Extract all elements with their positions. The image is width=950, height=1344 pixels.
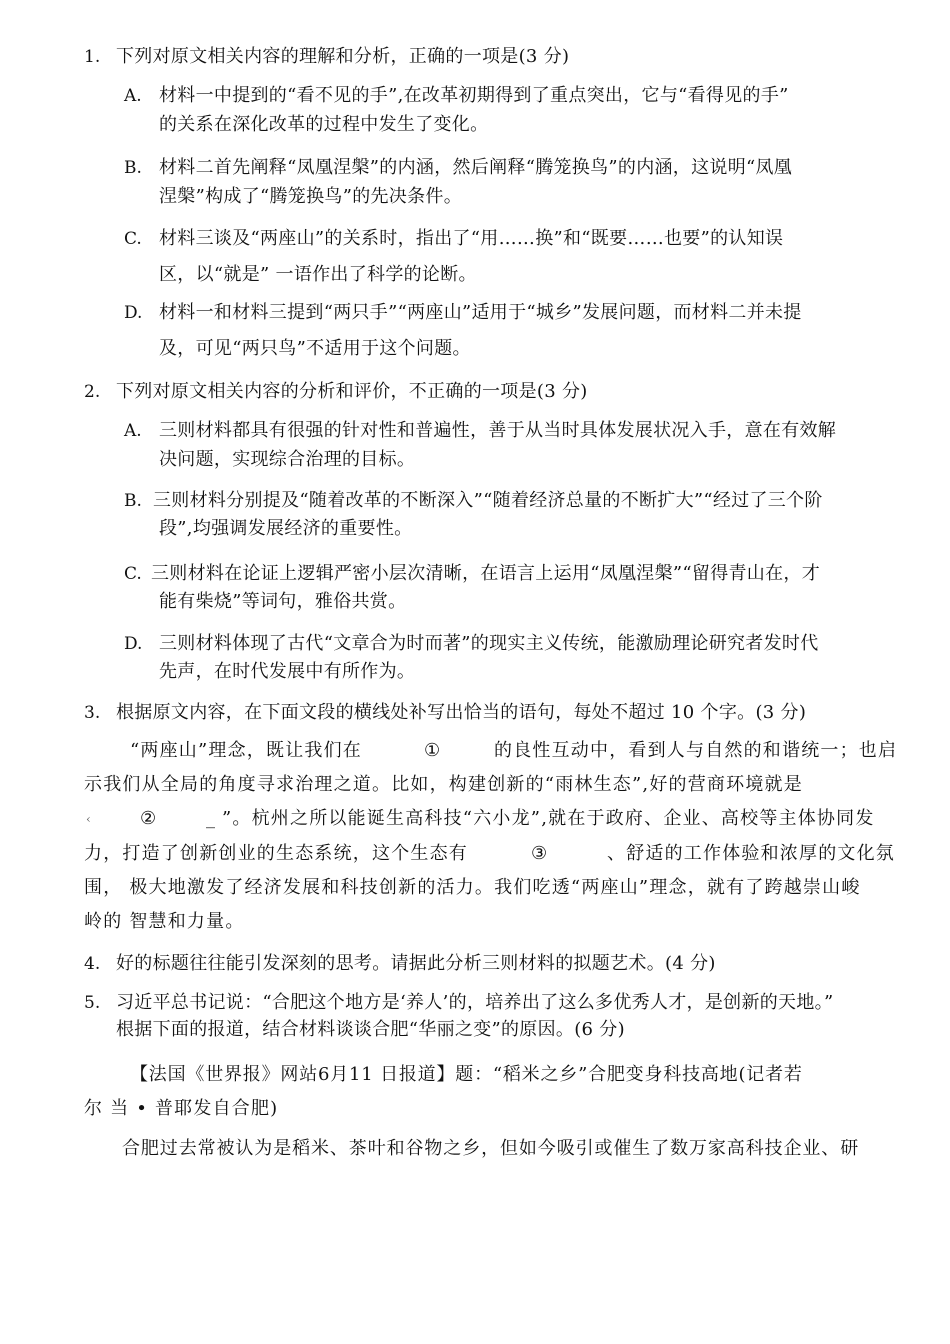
q3-passage-line6: 岭的 智慧和力量。 [84,911,245,932]
q4-number: 4. [84,954,101,974]
q3-passage-line4b: 、舒适的工作体验和浓厚的文化氛 [607,843,895,864]
report-title-line2: 尔 当 • 普耶发自合肥) [84,1098,279,1119]
q2-option-a-line2: 决问题，实现综合治理的目标。 [159,449,416,470]
q3-number: 3. [84,703,101,723]
q2-option-d-label: D. [124,634,143,654]
q2-option-a-line1: 三则材料都具有很强的针对性和普遍性，善于从当时具体发展状况入手，意在有效解 [159,420,837,441]
q1-option-a-line2: 的关系在深化改革的过程中发生了变化。 [159,114,489,135]
q2-option-d-line2: 先声，在时代发展中有所作为。 [159,661,416,682]
q1-option-d-line2: 及，可见“两只鸟”不适用于这个问题。 [159,338,471,359]
q1-option-a-line1: 材料一中提到的“看不见的手”,在改革初期得到了重点突出，它与“看得见的手” [159,85,789,106]
q1-number: 1. [84,47,101,67]
q2-option-a-label: A. [124,421,142,441]
q5-line1: 习近平总书记说：“合肥这个地方是‘养人’的，培养出了这么多优秀人才，是创新的天地。” [116,992,834,1013]
q3-stem: 根据原文内容，在下面文段的横线处补写出恰当的语句，每处不超过 10 个字。(3 分) [116,702,807,723]
q1-option-b-line2: 涅槃”构成了“腾笼换鸟”的先决条件。 [159,186,463,207]
q2-option-c-line1: 三则材料在论证上逻辑严密小层次清晰，在语言上运用“凤凰涅槃”“留得青山在，才 [151,563,821,584]
q3-blank-1: ① [424,740,442,761]
q1-option-a-label: A. [124,86,142,106]
q3-blank-2: ② [140,808,158,829]
q2-option-d-line1: 三则材料体现了古代“文章合为时而著”的现实主义传统，能激励理论研究者发时代 [159,633,819,654]
q2-number: 2. [84,382,101,402]
q3-passage-line1b: 的良性互动中，看到人与自然的和谐统一；也启 [494,740,898,761]
q2-option-b-label: B. [124,491,142,511]
q1-stem: 下列对原文相关内容的理解和分析，正确的一项是(3 分) [116,46,570,67]
q1-option-c-line2: 区，以“就是” 一语作出了科学的论断。 [159,264,477,285]
q3-passage-line5: 围， 极大地激发了经济发展和科技创新的活力。我们吃透“两座山”理念，就有了跨越崇山峻 [84,877,861,898]
q2-option-c-label: C. [124,564,142,584]
report-body-line1: 合肥过去常被认为是稻米、茶叶和谷物之乡，但如今吸引或催生了数万家高科技企业、研 [122,1138,860,1159]
q2-option-b-line2: 段”,均强调发展经济的重要性。 [159,518,413,539]
q5-number: 5. [84,993,101,1013]
q3-underscore: _ [206,808,217,829]
q3-passage-line2: 示我们从全局的角度寻求治理之道。比如，构建创新的“雨林生态”,好的营商环境就是 [84,774,803,795]
q5-line2: 根据下面的报道，结合材料谈谈合肥“华丽之变”的原因。(6 分) [116,1019,625,1040]
q3-passage-line3: ”。杭州之所以能诞生高科技“六小龙”,就在于政府、企业、高校等主体协同发 [222,808,875,829]
q1-option-b-label: B. [124,158,142,178]
q1-option-d-label: D. [124,303,143,323]
q1-option-b-line1: 材料二首先阐释“凤凰涅槃”的内涵，然后阐释“腾笼换鸟”的内涵，这说明“凤凰 [159,157,793,178]
q3-passage-line1a: “两座山”理念，既让我们在 [130,740,363,761]
report-title-line1: 【法国《世界报》网站6月11 日报道】题：“稻米之乡”合肥变身科技高地(记者若 [130,1064,803,1085]
q2-option-c-line2: 能有柴烧”等词句，雅俗共赏。 [159,591,407,612]
q2-stem: 下列对原文相关内容的分析和评价，不正确的一项是(3 分) [116,381,588,402]
q1-option-c-label: C. [124,229,142,249]
q1-option-d-line1: 材料一和材料三提到“两只手”“两座山”适用于“城乡”发展问题，而材料二并未提 [159,302,802,323]
q2-option-b-line1: 三则材料分别提及“随着改革的不断深入”“随着经济总量的不断扩大”“经过了三个阶 [153,490,823,511]
q4-stem: 好的标题往往能引发深刻的思考。请据此分析三则材料的拟题艺术。(4 分) [116,953,716,974]
q3-passage-line4a: 力，打造了创新创业的生态系统，这个生态有 [84,843,468,864]
q3-blank-3: ③ [531,843,549,864]
q1-option-c-line1: 材料三谈及“两座山”的关系时，指出了“用……换”和“既要……也要”的认知误 [159,228,784,249]
q3-open-mark: ‹ [86,812,92,826]
